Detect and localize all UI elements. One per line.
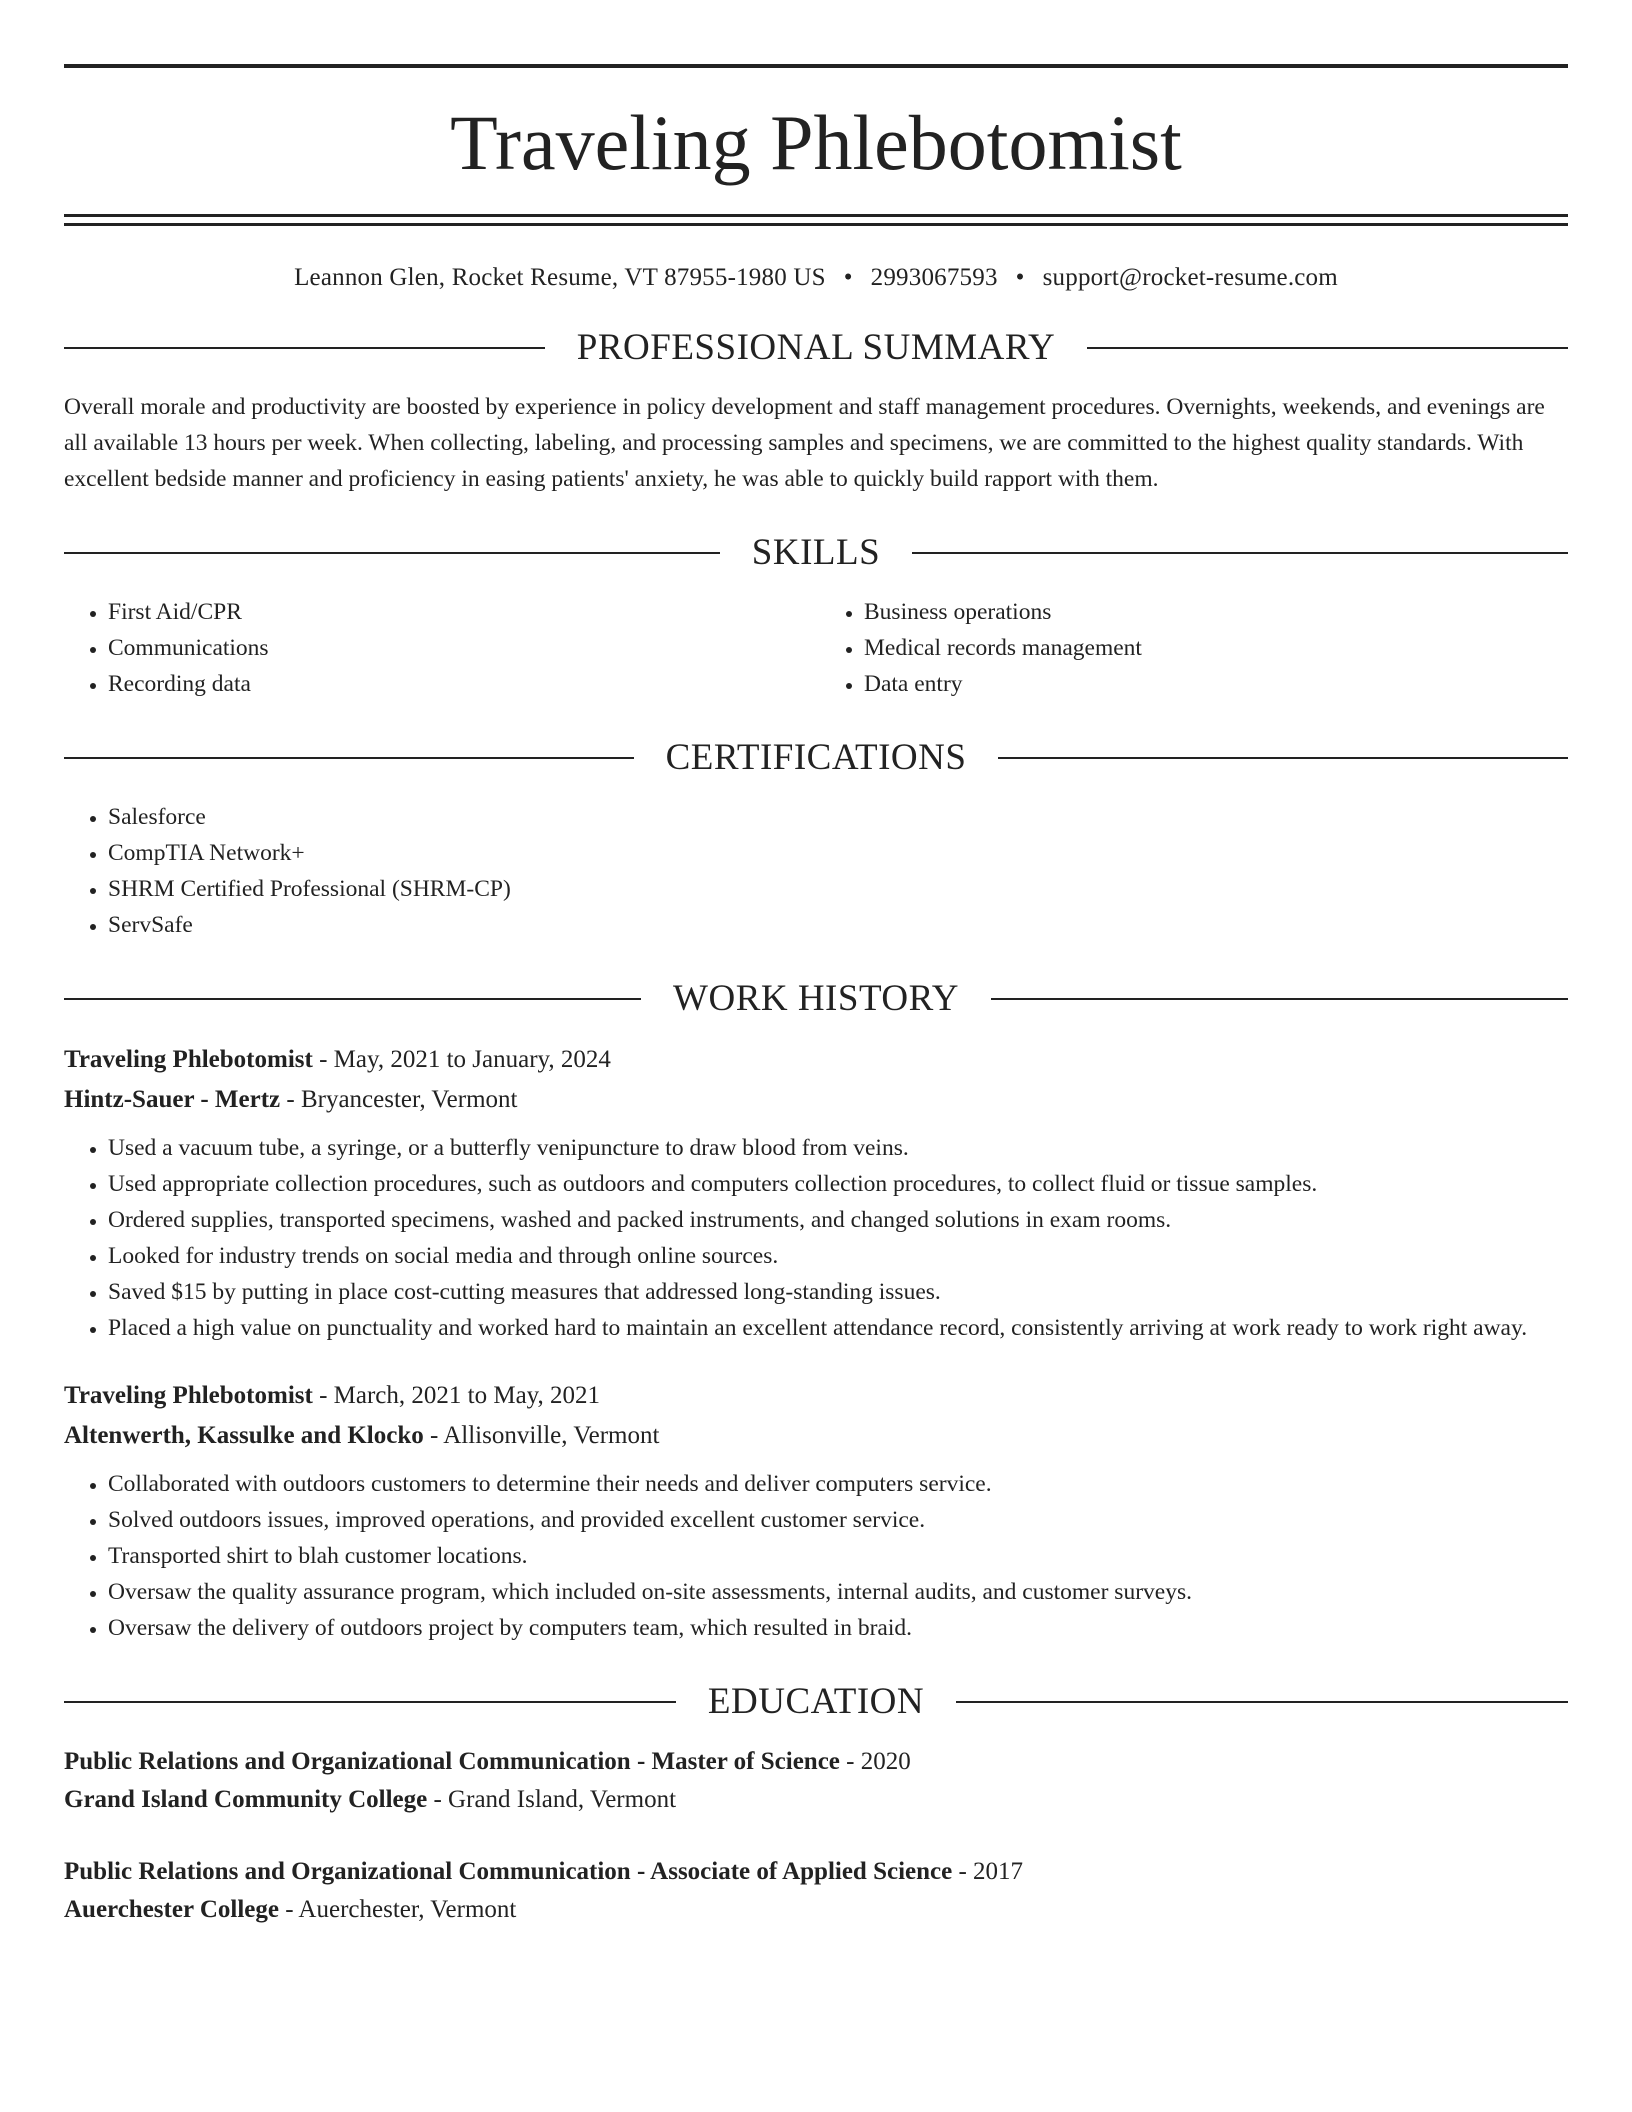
certification-item: • CompTIA Network+ (108, 835, 1568, 871)
heading-rule-left (64, 998, 641, 1000)
education-degree: Public Relations and Organizational Communication - Associate of Applied Science (64, 1858, 953, 1885)
certifications-heading (64, 736, 1568, 779)
summary-title: PROFESSIONAL SUMMARY (576, 327, 1056, 368)
skill-item: • Recording data (108, 666, 812, 702)
heading-rule-left (64, 1701, 676, 1703)
education-year: - 2017 (952, 1858, 1024, 1885)
job-bullet: • Oversaw the delivery of outdoors project by computers team, which resulted in braid. (108, 1610, 1568, 1646)
education-degree: Public Relations and Organizational Communication - Master of Science (64, 1748, 840, 1775)
job-company: Hintz-Sauer - Mertz (64, 1086, 281, 1113)
job-entry (64, 1040, 1568, 1346)
education-school-line (64, 1891, 1568, 1929)
skill-item: • Communications (108, 630, 812, 666)
job-dates: - May, 2021 to January, 2024 (312, 1046, 611, 1073)
education-entry (64, 1853, 1568, 1929)
job-role: Traveling Phlebotomist (64, 1382, 313, 1409)
job-bullet: • Saved $15 by putting in place cost-cutting measures that addressed long-standing issues. (108, 1274, 1568, 1310)
job-dates: - March, 2021 to May, 2021 (312, 1382, 601, 1409)
education-location: - Auerchester, Vermont (278, 1896, 517, 1923)
double-rule-lower (64, 223, 1568, 226)
summary-heading (64, 326, 1568, 369)
heading-rule-left (64, 757, 634, 759)
job-bullet: • Used appropriate collection procedures, such as outdoors and computers collection procedures, to collect fluid or tissue samples. (108, 1166, 1568, 1202)
education-title: EDUCATION (707, 1681, 925, 1722)
heading-rule-right (1087, 347, 1568, 349)
job-company-line (64, 1416, 1568, 1456)
job-company: Altenwerth, Kassulke and Klocko (64, 1422, 424, 1449)
job-bullet: • Placed a high value on punctuality and worked hard to maintain an excellent attendance record, consistently arriving at work ready to work right away. (108, 1310, 1568, 1346)
education-heading (64, 1680, 1568, 1723)
work-title: WORK HISTORY (673, 978, 959, 1019)
job-entry (64, 1376, 1568, 1646)
education-entry (64, 1743, 1568, 1819)
skill-item: • Business operations (864, 594, 1568, 630)
contact-separator: • (843, 264, 853, 291)
contact-phone: 2993067593 (870, 264, 998, 291)
double-rule-upper (64, 214, 1568, 217)
skill-item: • Data entry (864, 666, 1568, 702)
resume-page (64, 64, 1568, 1963)
certification-item: • SHRM Certified Professional (SHRM-CP) (108, 871, 1568, 907)
job-location: - Bryancester, Vermont (280, 1086, 518, 1113)
job-role: Traveling Phlebotomist (64, 1046, 313, 1073)
education-year: - 2020 (839, 1748, 911, 1775)
job-bullet: • Looked for industry trends on social media and through online sources. (108, 1238, 1568, 1274)
heading-rule-left (64, 552, 720, 554)
job-company-line (64, 1080, 1568, 1120)
heading-rule-left (64, 347, 545, 349)
education-school: Grand Island Community College (64, 1786, 428, 1813)
job-bullet: • Transported shirt to blah customer locations. (108, 1538, 1568, 1574)
top-rule (64, 64, 1568, 68)
resume-name: Traveling Phlebotomist (450, 99, 1182, 186)
work-heading (64, 977, 1568, 1020)
contact-email: support@rocket-resume.com (1042, 264, 1338, 291)
skills-column-left (64, 594, 812, 702)
job-bullet: • Collaborated with outdoors customers to determine their needs and deliver computers service. (108, 1466, 1568, 1502)
job-role-line (64, 1040, 1568, 1080)
job-bullets (64, 1466, 1568, 1646)
skills-column-right (812, 594, 1568, 702)
certification-item: • Salesforce (108, 799, 1568, 835)
heading-rule-right (912, 552, 1568, 554)
certifications-list (64, 799, 1568, 943)
education-degree-line (64, 1743, 1568, 1781)
skill-item: • First Aid/CPR (108, 594, 812, 630)
education-school-line (64, 1781, 1568, 1819)
certifications-title: CERTIFICATIONS (665, 737, 967, 778)
contact-separator: • (1015, 264, 1025, 291)
contact-line (64, 264, 1568, 292)
job-bullets (64, 1130, 1568, 1346)
skills-heading (64, 531, 1568, 574)
job-bullet: • Oversaw the quality assurance program, which included on-site assessments, internal audits, and customer surveys. (108, 1574, 1568, 1610)
heading-rule-right (956, 1701, 1568, 1703)
skills-list (64, 594, 1568, 702)
skills-title: SKILLS (751, 532, 881, 573)
heading-rule-right (991, 998, 1568, 1000)
job-role-line (64, 1376, 1568, 1416)
certification-item: • ServSafe (108, 907, 1568, 943)
education-location: - Grand Island, Vermont (427, 1786, 677, 1813)
job-location: - Allisonville, Vermont (423, 1422, 660, 1449)
job-bullet: • Ordered supplies, transported specimens, washed and packed instruments, and changed solutions in exam rooms. (108, 1202, 1568, 1238)
education-school: Auerchester College (64, 1896, 279, 1923)
contact-address: Leannon Glen, Rocket Resume, VT 87955-1980 US (294, 264, 826, 291)
job-bullet: • Solved outdoors issues, improved operations, and provided excellent customer service. (108, 1502, 1568, 1538)
heading-rule-right (998, 757, 1568, 759)
summary-text: Overall morale and productivity are boosted by experience in policy development and staff management procedures. Overnights, weekends, and evenings are all available 13 hours per week. When collecting, labeling, and processing samples and specimens, we are committed to the highest quality standards. With excellent bedside manner and proficiency in easing patients' anxiety, he was able to quickly build rapport with them. (64, 394, 1545, 492)
education-degree-line (64, 1853, 1568, 1891)
skill-item: • Medical records management (864, 630, 1568, 666)
job-bullet: • Used a vacuum tube, a syringe, or a butterfly venipuncture to draw blood from veins. (108, 1130, 1568, 1166)
